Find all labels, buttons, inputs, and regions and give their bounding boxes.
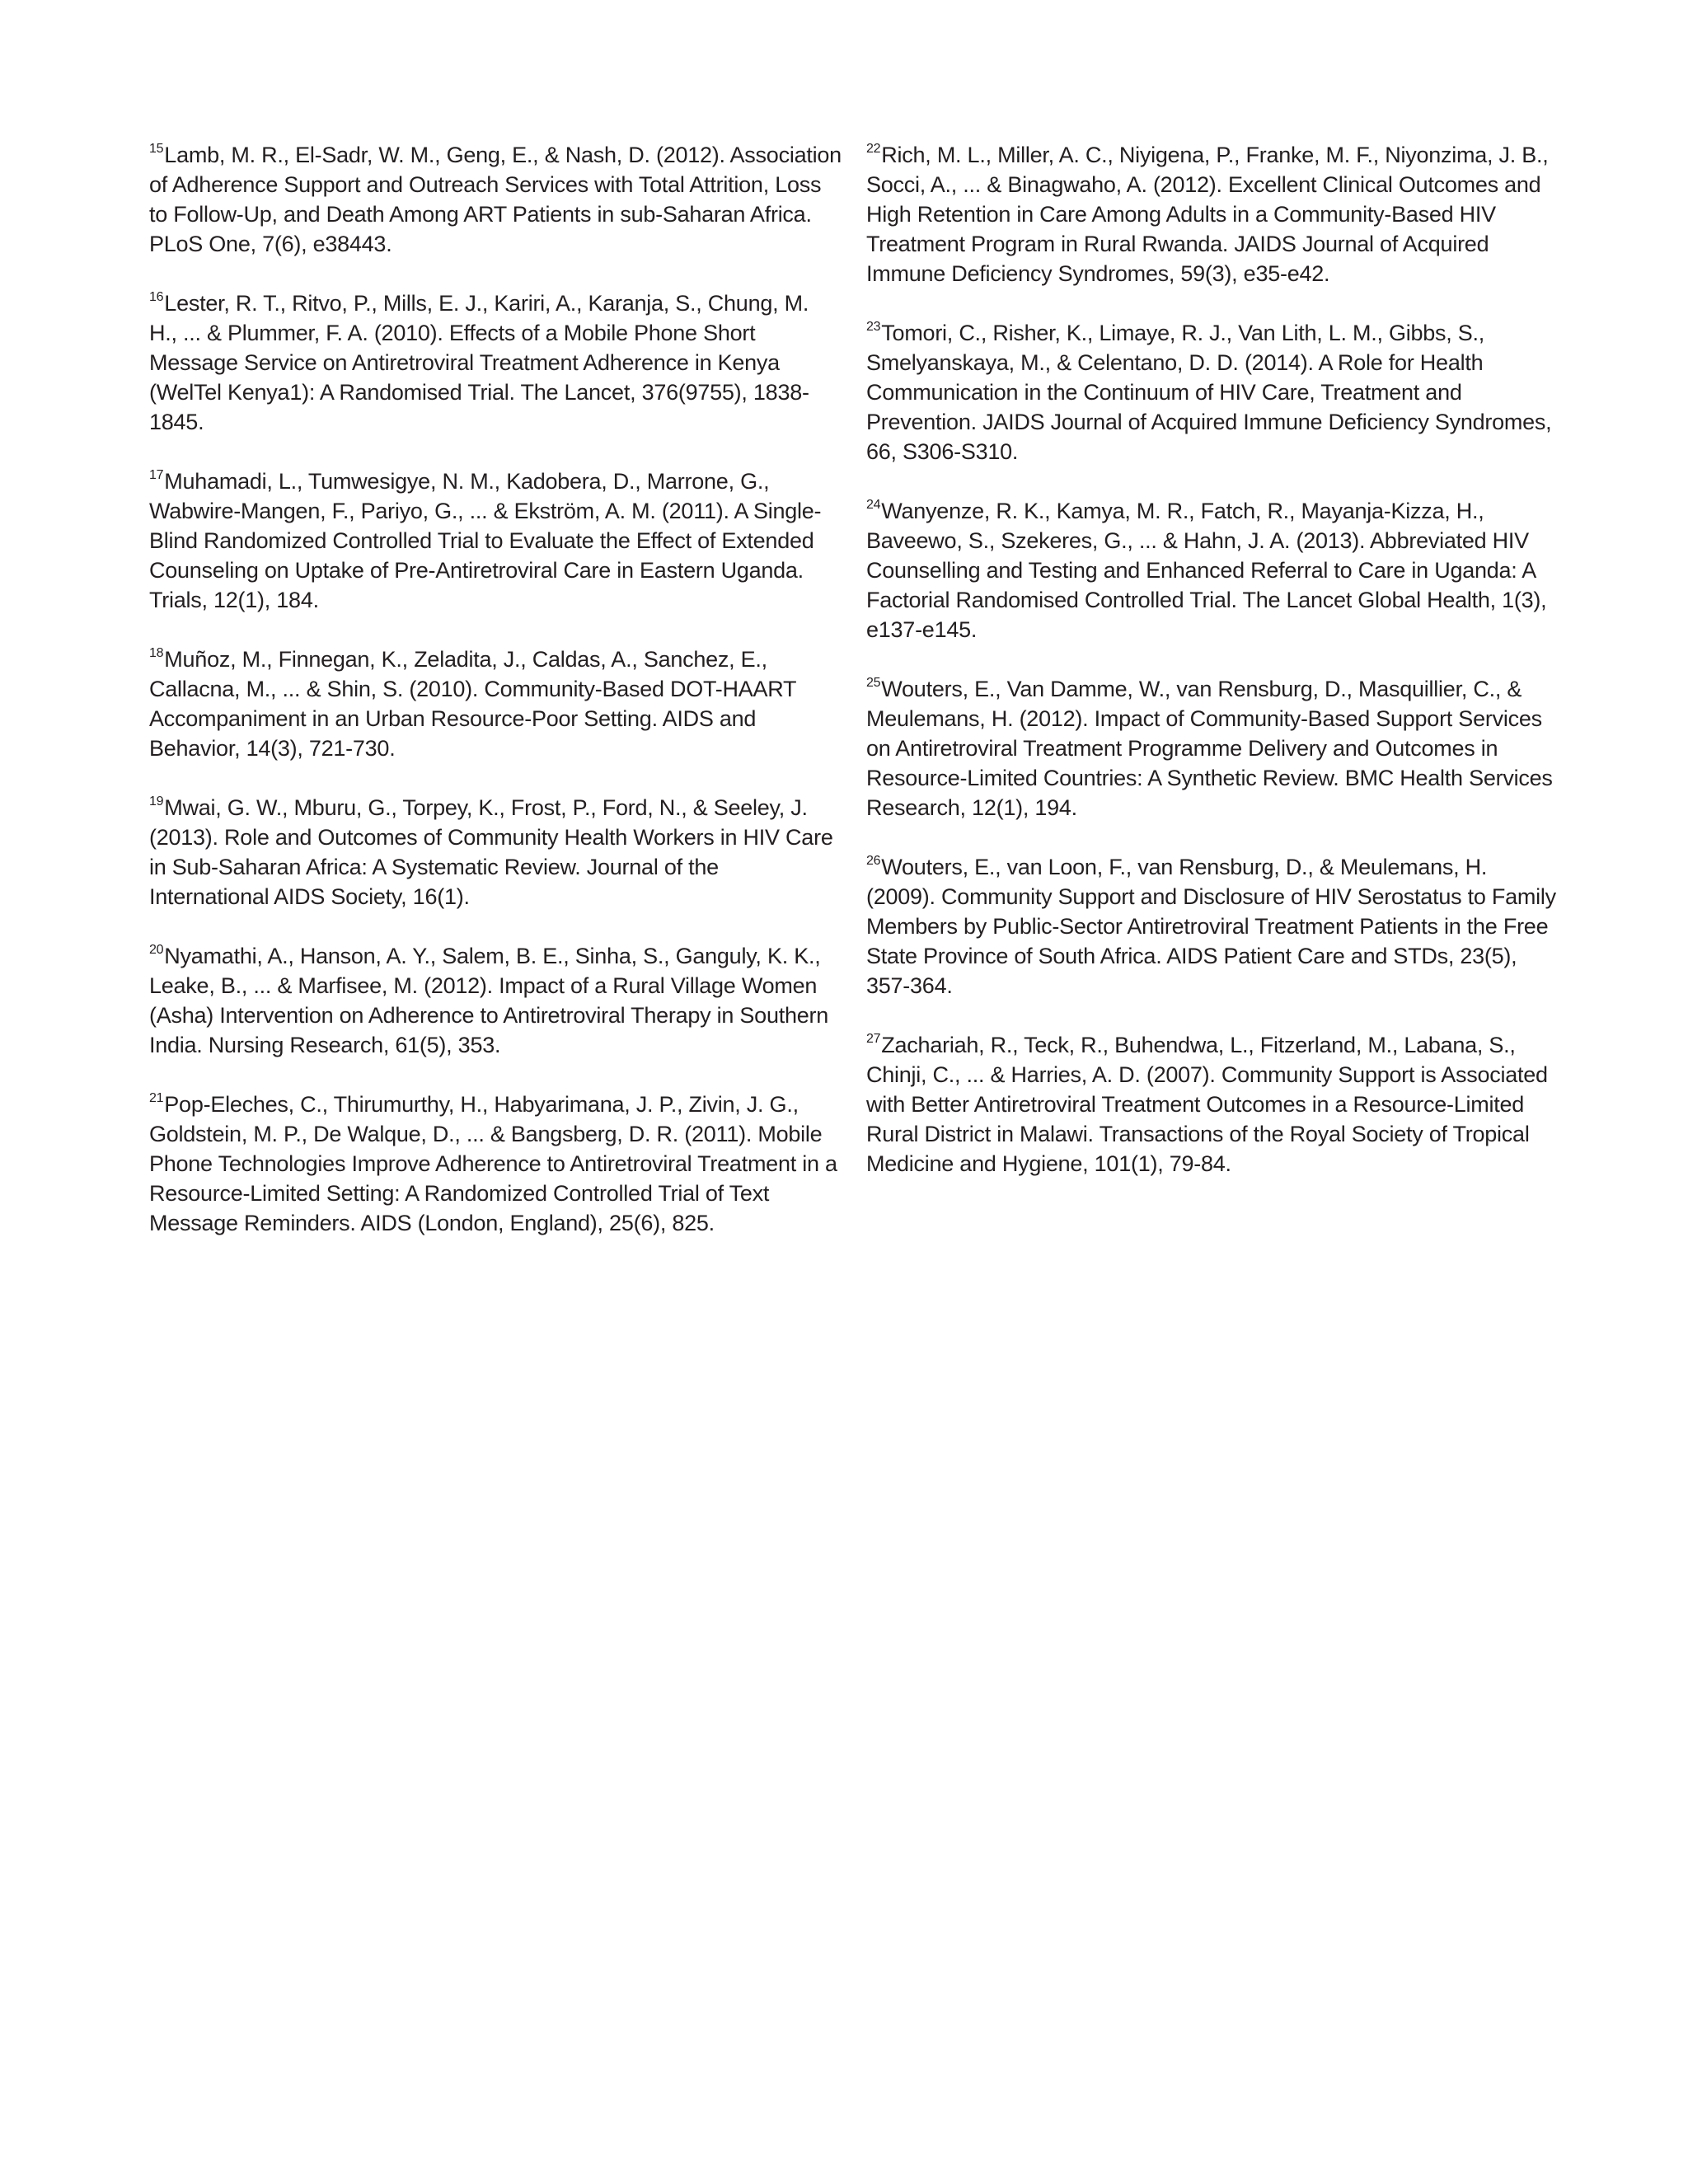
reference-text: Zachariah, R., Teck, R., Buhendwa, L., Fitzerland, M., Labana, S., Chinji, C., ... & Harries, A. D. (2007). Community Support is Associated with Better Antiretroviral Treatment Outcomes in a Resource-Limited Rural District in Malawi. Transactions of the Royal Society of Tropical Medicine and Hygiene, 101(1), 79-84. — [866, 1033, 1548, 1176]
reference-text: Muñoz, M., Finnegan, K., Zeladita, J., Caldas, A., Sanchez, E., Callacna, M., ... & Shin, S. (2010). Community-Based DOT-HAART Accompaniment in an Urban Resource-Poor Setting. AIDS and Behavior, 14(3), 721-730. — [149, 647, 796, 761]
reference-entry — [149, 288, 842, 437]
reference-number: 21 — [149, 1091, 164, 1105]
reference-text: Wanyenze, R. K., Kamya, M. R., Fatch, R., Mayanja-Kizza, H., Baveewo, S., Szekeres, G., ... & Hahn, J. A. (2013). Abbreviated HIV Counselling and Testing and Enhanced Referral to Care in Uganda: A Factorial Randomised Controlled Trial. The Lancet Global Health, 1(3), e137-e145. — [866, 499, 1547, 642]
reference-number: 15 — [149, 142, 164, 156]
reference-entry — [149, 644, 842, 763]
references-column-left — [149, 140, 842, 1268]
reference-text: Wouters, E., van Loon, F., van Rensburg, D., & Meulemans, H. (2009). Community Support and Disclosure of HIV Serostatus to Family Members by Public-Sector Antiretroviral Treatment Patients in the Free State Province of South Africa. AIDS Patient Care and STDs, 23(5), 357-364. — [866, 855, 1556, 998]
reference-text: Rich, M. L., Miller, A. C., Niyigena, P., Franke, M. F., Niyonzima, J. B., Socci, A., ... & Binagwaho, A. (2012). Excellent Clinical Outcomes and High Retention in Care Among Adults in a Community-Based HIV Treatment Program in Rural Rwanda. JAIDS Journal of Acquired Immune Deficiency Syndromes, 59(3), e35-e42. — [866, 143, 1549, 286]
reference-entry — [149, 793, 842, 912]
reference-entry — [149, 466, 842, 615]
reference-text: Lamb, M. R., El-Sadr, W. M., Geng, E., & Nash, D. (2012). Association of Adherence Support and Outreach Services with Total Attrition, Loss to Follow-Up, and Death Among ART Patients in sub-Saharan Africa. PLoS One, 7(6), e38443. — [149, 143, 842, 256]
reference-number: 17 — [149, 468, 164, 482]
reference-number: 22 — [866, 142, 881, 156]
reference-text: Tomori, C., Risher, K., Limaye, R. J., Van Lith, L. M., Gibbs, S., Smelyanskaya, M., & Celentano, D. D. (2014). A Role for Health Communication in the Continuum of HIV Care, Treatment and Prevention. JAIDS Journal of Acquired Immune Deficiency Syndromes, 66, S306-S310. — [866, 321, 1552, 464]
reference-entry — [866, 318, 1559, 466]
reference-number: 16 — [149, 290, 164, 304]
references-column-right — [866, 140, 1559, 1208]
reference-entry — [866, 1030, 1559, 1179]
reference-text: Wouters, E., Van Damme, W., van Rensburg, D., Masquillier, C., & Meulemans, H. (2012). Impact of Community-Based Support Services on Antiretroviral Treatment Programme Delivery and Outcomes in Resource-Limited Countries: A Synthetic Review. BMC Health Services Research, 12(1), 194. — [866, 677, 1553, 820]
reference-entry — [866, 140, 1559, 288]
reference-number: 18 — [149, 646, 164, 660]
reference-number: 24 — [866, 498, 881, 512]
reference-number: 25 — [866, 676, 881, 690]
reference-entry — [149, 1090, 842, 1238]
reference-entry — [149, 941, 842, 1060]
reference-text: Pop-Eleches, C., Thirumurthy, H., Habyarimana, J. P., Zivin, J. G., Goldstein, M. P., De Walque, D., ... & Bangsberg, D. R. (2011). Mobile Phone Technologies Improve Adherence to Antiretroviral Treatment in a Resource-Limited Setting: A Randomized Controlled Trial of Text Message Reminders. AIDS (London, England), 25(6), 825. — [149, 1092, 837, 1235]
reference-text: Muhamadi, L., Tumwesigye, N. M., Kadobera, D., Marrone, G., Wabwire-Mangen, F., Pariyo, G., ... & Ekström, A. M. (2011). A Single-Blind Randomized Controlled Trial to Evaluate the Effect of Extended Counseling on Uptake of Pre-Antiretroviral Care in Eastern Uganda. Trials, 12(1), 184. — [149, 469, 822, 612]
reference-entry — [866, 496, 1559, 644]
reference-number: 20 — [149, 943, 164, 957]
reference-entry — [149, 140, 842, 259]
reference-entry — [866, 674, 1559, 823]
reference-number: 23 — [866, 320, 881, 334]
reference-number: 26 — [866, 854, 881, 868]
reference-text: Mwai, G. W., Mburu, G., Torpey, K., Frost, P., Ford, N., & Seeley, J. (2013). Role and Outcomes of Community Health Workers in HIV Care in Sub-Saharan Africa: A Systematic Review. Journal of the International AIDS Society, 16(1). — [149, 795, 833, 909]
reference-text: Lester, R. T., Ritvo, P., Mills, E. J., Kariri, A., Karanja, S., Chung, M. H., ... & Plummer, F. A. (2010). Effects of a Mobile Phone Short Message Service on Antiretroviral Treatment Adherence in Kenya (WelTel Kenya1): A Randomised Trial. The Lancet, 376(9755), 1838-1845. — [149, 291, 809, 434]
reference-number: 19 — [149, 794, 164, 808]
reference-entry — [866, 852, 1559, 1001]
reference-number: 27 — [866, 1032, 881, 1046]
reference-text: Nyamathi, A., Hanson, A. Y., Salem, B. E., Sinha, S., Ganguly, K. K., Leake, B., ... & Marfisee, M. (2012). Impact of a Rural Village Women (Asha) Intervention on Adherence to Antiretroviral Therapy in Southern India. Nursing Research, 61(5), 353. — [149, 944, 828, 1057]
